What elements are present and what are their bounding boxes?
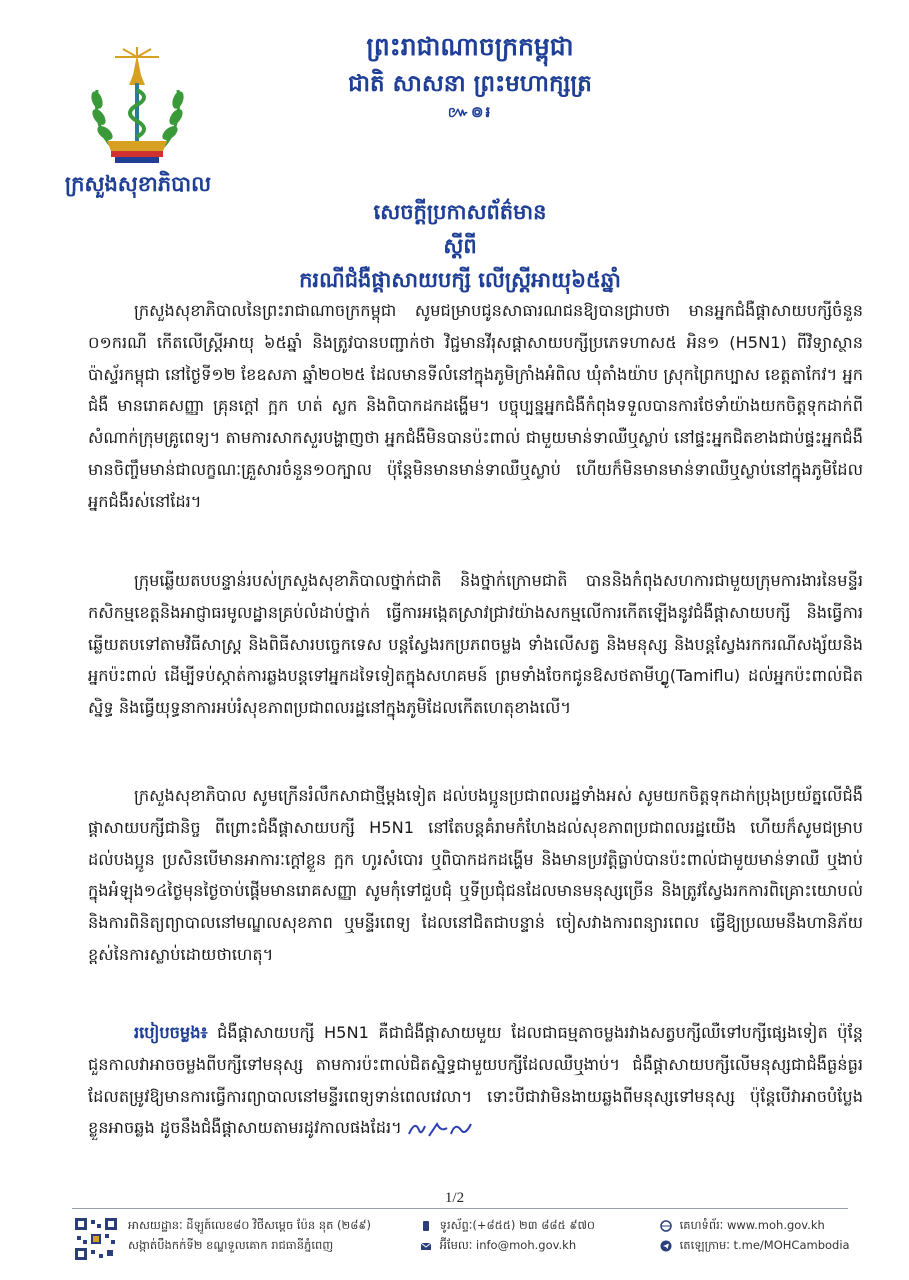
footer: [0, 1215, 909, 1265]
telegram-icon: [660, 1240, 672, 1252]
transmission-text: ជំងឺផ្តាសាយបក្សី H5N1 គឺជាជំងឺផ្តាសាយមួយ ដែលជាធម្មតាចម្លងរវាងសត្វបក្សីឈឺទៅបក្សីផ្សេងទៀត ប៉ុន្តែជួនកាលវាអាចចម្លងពីបក្សីទៅមនុស្ស តាមការប៉ះពាល់ជិតស្និទ្ធជាមួយបក្សីដែលឈឺឬងាប់។ ជំងឺផ្តាសាយបក្សីលើមនុស្សជាជំងឺធ្ងន់ធ្ងរ ដែលតម្រូវឱ្យមានការធ្វើការព្យាបាលនៅមន្ទីរពេទ្យទាន់ពេលវេលា។ ទោះបីជាវាមិនងាយឆ្លងពីមនុស្សទៅមនុស្ស ប៉ុន្តែបើវាអាចបំប្លែងខ្លួនអាចឆ្លង ដូចនឹងជំងឺផ្តាសាយតាមរដូវកាលផងដែរ។: [88, 1023, 863, 1138]
footer-contact: [420, 1215, 595, 1255]
phone-number: ទូរស័ព្ទៈ(+៨៥៥) ២៣ ៨៨៥ ៩៧០: [439, 1218, 596, 1232]
kingdom-title: ព្រះរាជាណាចក្រកម្ពុជា: [366, 32, 574, 61]
email-icon: [420, 1240, 432, 1252]
globe-icon: [660, 1220, 672, 1232]
title-line-3: ករណីជំងឺផ្តាសាយបក្សី លើស្ត្រីអាយុ៦៥ឆ្នាំ: [299, 268, 621, 292]
announcement-title: [150, 195, 770, 297]
email-address[interactable]: អ៊ីមែលៈ info@moh.gov.kh: [439, 1238, 577, 1252]
ministry-of-health-emblem-icon: [85, 45, 190, 170]
address-line-1: អាសយដ្ឋានៈ ដីឡូត៍លេខ៨០ វិថីសម្តេច ប៉ែន នុត (២៨៩): [128, 1218, 372, 1232]
paragraph-1: ក្រសួងសុខាភិបាលនៃព្រះរាជាណាចក្រកម្ពុជា សូមជម្រាបជូនសាធារណជនឱ្យបានជ្រាបថា មានអ្នកជំងឺផ្តាសាយបក្សីចំនួន ០១ករណី កើតលើស្ត្រីអាយុ ៦៥ឆ្នាំ និងត្រូវបានបញ្ជាក់ថា វិជ្ជមានវីរុសផ្តាសាយបក្សីប្រភេទហាស៥ អិន១ (H5N1) ពីវិទ្យាស្ថានប៉ាស្ទ័រកម្ពុជា នៅថ្ងៃទី១២ ខែឧសភា ឆ្នាំ២០២៥ ដែលមានទីលំនៅក្នុងភូមិក្រាំងអំពិល ឃុំតាំងយ៉ាប ស្រុកព្រៃកប្បាស ខេត្តតាកែវ។ អ្នកជំងឺ មានរោគសញ្ញា គ្រុនក្តៅ ក្អក ហត់ ស្លក និងពិបាកដកដង្ហើម។ បច្ចុប្បន្នអ្នកជំងឺកំពុងទទួលបានការថែទាំយ៉ាងយកចិត្តទុកដាក់ពីសំណាក់ក្រុមគ្រូពេទ្យ។ តាមការសាកសួរបង្ហាញថា អ្នកជំងឺមិនបានប៉ះពាល់ ជាមួយមាន់ទាឈឺឬស្លាប់ នៅផ្ទះអ្នកជិតខាងជាប់ផ្ទះអ្នកជំងឺមានចិញ្ចឹមមាន់ជាលក្ខណៈគ្រួសារចំនួន១០ក្បាល ប៉ុន្តែមិនមានមាន់ទាឈឺឬស្លាប់ ហើយក៏មិនមានមាន់ទាឈឺឬស្លាប់នៅក្នុងភូមិដែលអ្នកជំងឺរស់នៅដែរ។: [88, 301, 863, 511]
footer-divider: [72, 1208, 848, 1209]
footer-online: [660, 1215, 850, 1255]
paragraph-4: [88, 1017, 863, 1144]
transmission-label: របៀបចម្លង៖: [134, 1023, 208, 1042]
national-header: [300, 30, 640, 122]
title-line-1: សេចក្តីប្រកាសព័ត៌មាន: [373, 200, 547, 224]
footer-address: [128, 1215, 371, 1255]
national-motto: ជាតិ សាសនា ព្រះមហាក្សត្រ: [348, 71, 592, 97]
paragraph-3: ក្រសួងសុខាភិបាល សូមក្រើនរំលឹកសាជាថ្មីម្តងទៀត ដល់បងប្អូនប្រជាពលរដ្ឋទាំងអស់ សូមយកចិត្តទុកដាក់ប្រុងប្រយ័ត្នលើជំងឺផ្តាសាយបក្សីជានិច្ច ពីព្រោះជំងឺផ្តាសាយបក្សី H5N1 នៅតែបន្តគំរាមកំហែងដល់សុខភាពប្រជាពលរដ្ឋយើង ហើយក៏សូមជម្រាបដល់បងប្អូន ប្រសិនបើមានអាការៈក្តៅខ្លួន ក្អក ហូរសំបោរ ឬពិបាកដកដង្ហើម និងមានប្រវត្តិធ្លាប់បានប៉ះពាល់ជាមួយមាន់ទាឈឺ ឬងាប់ក្នុងអំឡុង១៤ថ្ងៃមុនថ្ងៃចាប់ផ្តើមមានរោគសញ្ញា សូមកុំទៅជួបជុំ ឬទីប្រជុំជនដែលមានមនុស្សច្រើន និងត្រូវស្វែងរកការពិគ្រោះយោបល់ និងការពិនិត្យព្យាបាលនៅមណ្ឌលសុខភាព ឬមន្ទីរពេទ្យ ដែលនៅជិតជាបន្ទាន់ ចៀសវាងការពន្យារពេល ធ្វើឱ្យប្រឈមនឹងហានិភ័យខ្ពស់នៃការស្លាប់ដោយថាហេតុ។: [88, 786, 863, 964]
title-line-2: ស្តីពី: [443, 234, 477, 258]
paragraph-2: ក្រុមឆ្លើយតបបន្ទាន់របស់ក្រសួងសុខាភិបាលថ្នាក់ជាតិ និងថ្នាក់ក្រោមជាតិ បាននិងកំពុងសហការជាមួយក្រុមការងារនៃមន្ទីរកសិកម្មខេត្តនិងអាជ្ញាធរមូលដ្ឋានគ្រប់លំដាប់ថ្នាក់ ធ្វើការអង្កេតស្រាវជ្រាវយ៉ាងសកម្មលើការកើតឡើងនូវជំងឺផ្តាសាយបក្សី និងធ្វើការឆ្លើយតបទៅតាមវិធីសាស្ត្រ និងពិធីសារបច្ចេកទេស បន្តស្វែងរកប្រភពចម្លង ទាំងលើសត្វ និងមនុស្ស និងបន្តស្វែងរកករណីសង្ស័យនិងអ្នកប៉ះពាល់ ដើម្បីទប់ស្កាត់ការឆ្លងបន្តទៅអ្នកដទៃទៀតក្នុងសហគមន៍ ព្រមទាំងចែកជូនឱសថតាមីហ្វ្លូ(Tamiflu) ដល់អ្នកប៉ះពាល់ជិតស្និទ្ធ និងធ្វើយុទ្ធនាការអប់រំសុខភាពប្រជាពលរដ្ឋនៅក្នុងភូមិដែលកើតហេតុខាងលើ។: [88, 571, 863, 718]
ministry-name: ក្រសួងសុខាភិបាល: [64, 172, 212, 196]
telegram-link[interactable]: តេឡេក្រាមៈ t.me/MOHCambodia: [679, 1238, 850, 1252]
phone-icon: [420, 1220, 432, 1232]
website-link[interactable]: គេហទំព័រៈ www.moh.gov.kh: [679, 1218, 825, 1232]
address-line-2: សង្កាត់បឹងកក់ទី២ ខណ្ឌទួលគោក រាជធានីភ្នំពេញ: [128, 1238, 334, 1252]
page-number: 1/2: [444, 1190, 465, 1206]
header-ornament: ៚៙៛: [447, 103, 493, 121]
initials-signature-icon: [407, 1118, 473, 1140]
